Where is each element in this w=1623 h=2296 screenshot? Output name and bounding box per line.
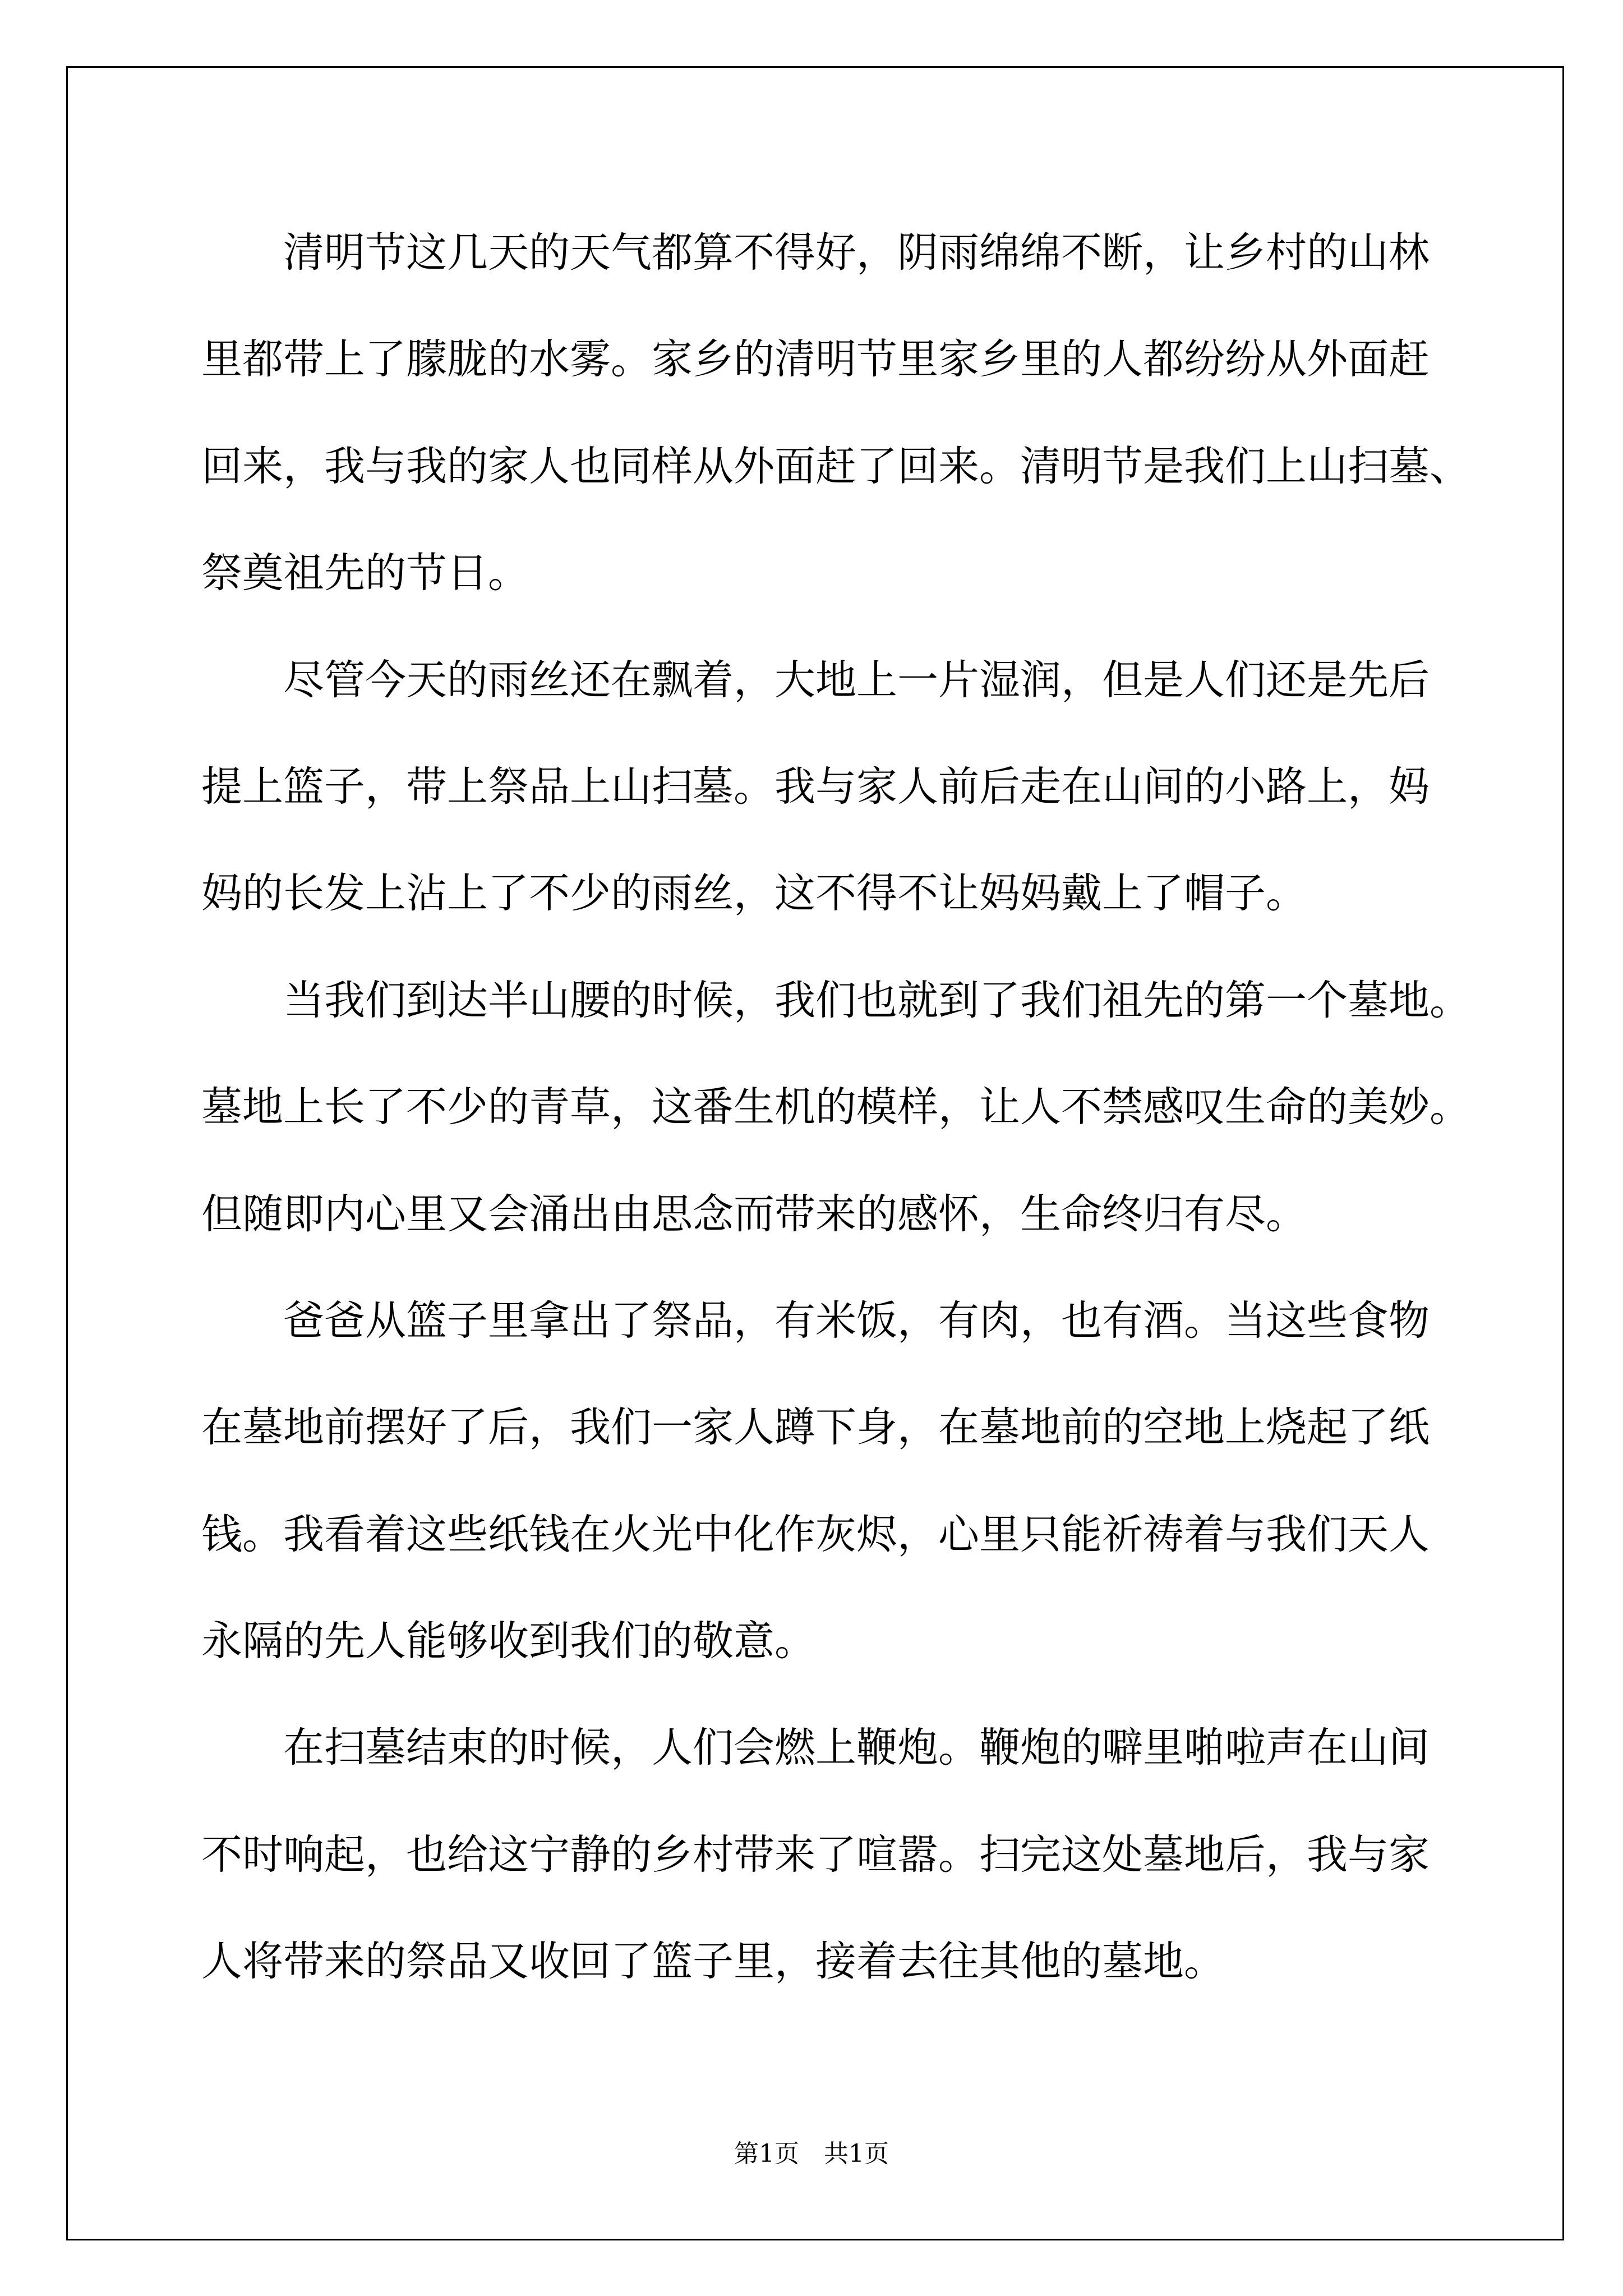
paragraph xyxy=(201,1695,1559,2015)
text-line: 永隔的先人能够收到我们的敬意。 xyxy=(201,1617,815,1665)
text-line: 在扫墓结束的时候，人们会燃上鞭炮。鞭炮的噼里啪啦声在山间 xyxy=(283,1724,1430,1772)
paragraph xyxy=(201,947,1559,1268)
page-number-total: 共1页 xyxy=(824,2139,889,2168)
text-line: 不时响起，也给这宁静的乡村带来了喧嚣。扫完这处墓地后，我与家 xyxy=(201,1830,1430,1879)
text-line: 当我们到达半山腰的时候，我们也就到了我们祖先的第一个墓地。 xyxy=(283,976,1470,1024)
text-line: 在墓地前摆好了后，我们一家人蹲下身，在墓地前的空地上烧起了纸 xyxy=(201,1404,1430,1452)
text-line: 人将带来的祭品又收回了篮子里，接着去往其他的墓地。 xyxy=(201,1938,1225,1986)
text-line: 钱。我看着这些纸钱在火光中化作灰烬，心里只能祈祷着与我们天人 xyxy=(201,1510,1430,1558)
text-line: 祭奠祖先的节日。 xyxy=(201,549,529,597)
document-body xyxy=(201,200,1559,2016)
paragraph xyxy=(201,200,1559,627)
text-line: 提上篮子，带上祭品上山扫墓。我与家人前后走在山间的小路上，妈 xyxy=(201,762,1430,811)
text-line: 但随即内心里又会涌出由思念而带来的感怀，生命终归有尽。 xyxy=(201,1190,1307,1238)
text-line: 爸爸从篮子里拿出了祭品，有米饭，有肉，也有酒。当这些食物 xyxy=(283,1296,1430,1345)
text-line: 尽管今天的雨丝还在飘着，大地上一片湿润，但是人们还是先后 xyxy=(283,656,1430,704)
text-line: 墓地上长了不少的青草，这番生机的模样，让人不禁感叹生命的美妙。 xyxy=(201,1083,1470,1131)
paragraph xyxy=(201,627,1559,947)
text-line: 清明节这几天的天气都算不得好，阴雨绵绵不断，让乡村的山林 xyxy=(283,229,1430,277)
page-number-current: 第1页 xyxy=(734,2139,799,2168)
paragraph xyxy=(201,1268,1559,1695)
page-footer xyxy=(0,2138,1623,2170)
text-line: 里都带上了朦胧的水雾。家乡的清明节里家乡里的人都纷纷从外面赶 xyxy=(201,335,1430,384)
text-line: 回来，我与我的家人也同样从外面赶了回来。清明节是我们上山扫墓、 xyxy=(201,442,1470,490)
text-line: 妈的长发上沾上了不少的雨丝，这不得不让妈妈戴上了帽子。 xyxy=(201,869,1307,918)
